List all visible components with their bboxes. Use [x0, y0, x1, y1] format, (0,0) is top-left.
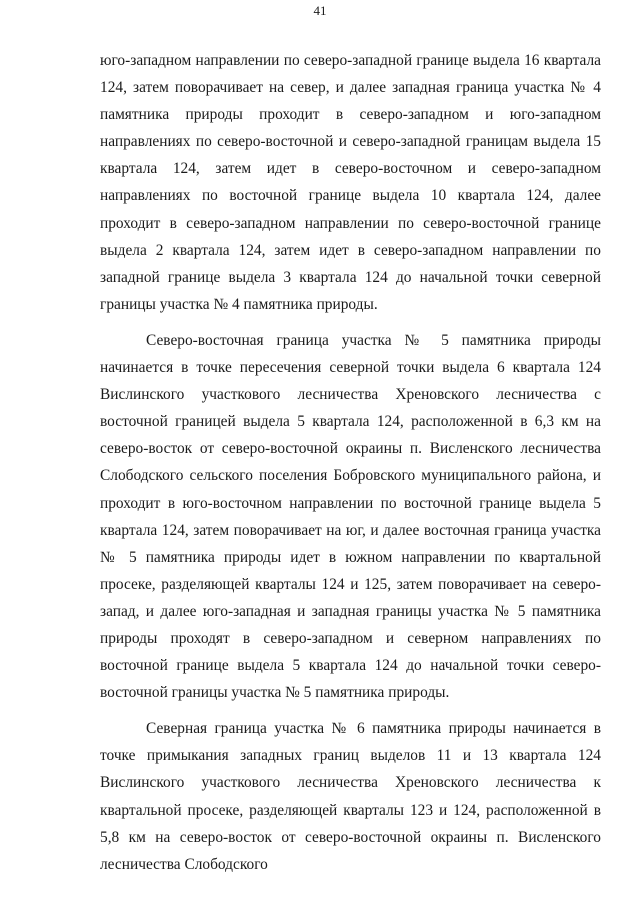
paragraph-spacer: [100, 706, 601, 715]
paragraph-spacer: [100, 318, 601, 327]
page-number: 41: [313, 3, 327, 18]
paragraph-1: юго-западном направлении по северо-западной границе выдела 16 квартала 124, затем поворачивает на север, и далее западная граница участка № 4 памятника природы проходит в северо-западном и юго-западном направлениях по северо-восточной и северо-западной границам выдела 15 квартала 124, затем идет в северо-восточном и северо-западном направлениях по восточной границе выдела 10 квартала 124, далее проходит в северо-западном направлении по северо-восточной границе выдела 2 квартала 124, затем идет в северо-западном направлении по западной границе выдела 3 квартала 124 до начальной точки северной границы участка № 4 памятника природы.: [100, 52, 601, 313]
paragraph-3: Северная граница участка № 6 памятника природы начинается в точке примыкания западных границ выделов 11 и 13 квартала 124 Вислинского участкового лесничества Хреновского лесничества к квартальной просеке, разделяющей кварталы 123 и 124, расположенной в 5,8 км на северо-восток от северо-восточной окраины п. Висленского лесничества Слободского: [100, 720, 601, 873]
paragraph-2: Северо-восточная граница участка № 5 памятника природы начинается в точке пересечения северной точки выдела 6 квартала 124 Вислинского участкового лесничества Хреновского лесничества с восточной границей выдела 5 квартала 124, расположенной в 6,3 км на северо-восток от северо-восточной окраины п. Висленского лесничества Слободского сельского поселения Бобровского муниципального района, и проходит в юго-восточном направлении по восточной границе выдела 5 квартала 124, затем поворачивает на юг, и далее восточная граница участка № 5 памятника природы идет в южном направлении по квартальной просеке, разделяющей кварталы 124 и 125, затем поворачивает на северо-запад, и далее юго-западная и западная границы участка № 5 памятника природы проходят в северо-западном и северном направлениях по восточной границе выдела 5 квартала 124 до начальной точки северо-восточной границы участка № 5 памятника природы.: [100, 331, 601, 702]
body-text: [100, 47, 601, 878]
